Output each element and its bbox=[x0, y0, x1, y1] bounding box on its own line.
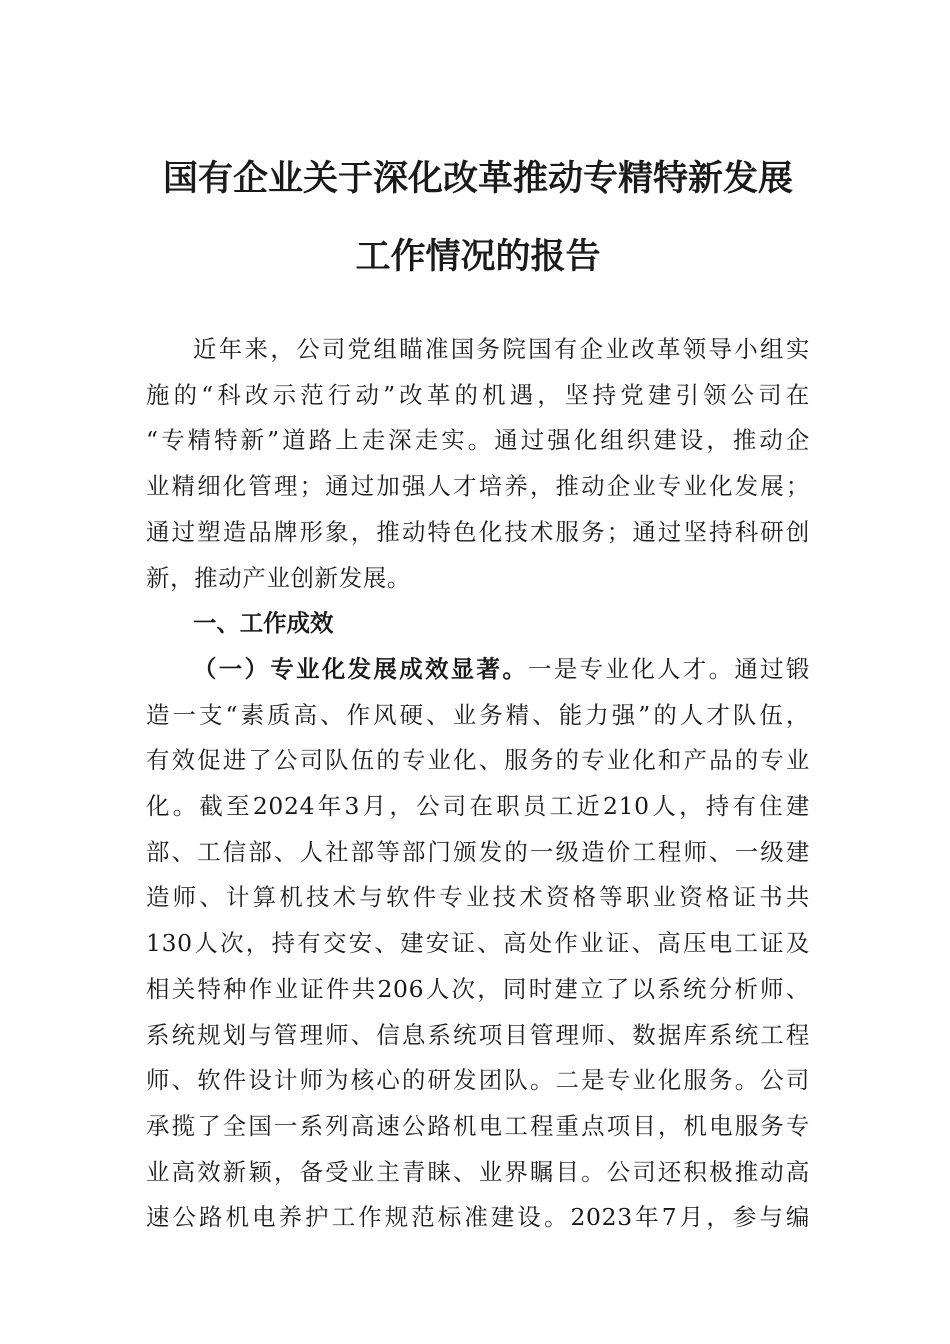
text-line-with-lead bbox=[146, 647, 810, 693]
text-line: 施的“科改示范行动”改革的机遇，坚持党建引领公司在 bbox=[146, 380, 810, 409]
text-line: “专精特新”道路上走深走实。通过强化组织建设，推动企 bbox=[146, 426, 810, 455]
document-title bbox=[146, 140, 810, 296]
text-line: 承揽了全国一系列高速公路机电工程重点项目，机电服务专 bbox=[146, 1111, 810, 1140]
text-line: 新，推动产业创新发展。 bbox=[146, 563, 411, 592]
text-line: 系统规划与管理师、信息系统项目管理师、数据库系统工程 bbox=[146, 1020, 810, 1049]
subsection-paragraph bbox=[146, 647, 810, 1241]
section-heading: 一、工作成效 bbox=[193, 609, 334, 638]
title-line-1: 国有企业关于深化改革推动专精特新发展 bbox=[162, 158, 793, 199]
text-line: 化。截至2024年3月，公司在职员工近210人，持有住建 bbox=[146, 792, 810, 821]
text-line: 师、软件设计师为核心的研发团队。二是专业化服务。公司 bbox=[146, 1066, 810, 1095]
text-line: 部、工信部、人社部等部门颁发的一级造价工程师、一级建 bbox=[146, 837, 810, 866]
text-line: 一是专业化人才。通过锻 bbox=[528, 654, 810, 683]
subsection-lead: （一）专业化发展成效显著。 bbox=[193, 654, 529, 683]
text-line: 造师、计算机技术与软件专业技术资格等职业资格证书共 bbox=[146, 883, 810, 912]
text-line: 130人次，持有交安、建安证、高处作业证、高压电工证及 bbox=[146, 929, 810, 958]
intro-paragraph bbox=[146, 327, 810, 601]
text-line: 速公路机电养护工作规范标准建设。2023年7月，参与编 bbox=[146, 1203, 810, 1232]
text-line: 业精细化管理；通过加强人才培养，推动企业专业化发展； bbox=[146, 472, 810, 501]
text-line: 业高效新颖，备受业主青睐、业界瞩目。公司还积极推动高 bbox=[146, 1157, 810, 1186]
text-line: 相关特种作业证件共206人次，同时建立了以系统分析师、 bbox=[146, 974, 810, 1003]
text-line: 近年来，公司党组瞄准国务院国有企业改革领导小组实 bbox=[193, 335, 810, 363]
title-line-2: 工作情况的报告 bbox=[355, 236, 601, 277]
document-page bbox=[146, 140, 810, 1241]
text-line: 造一支“素质高、作风硬、业务精、能力强”的人才队伍， bbox=[146, 700, 810, 729]
document-body bbox=[146, 327, 810, 1241]
text-line: 有效促进了公司队伍的专业化、服务的专业化和产品的专业 bbox=[146, 746, 810, 775]
text-line: 通过塑造品牌形象，推动特色化技术服务；通过坚持科研创 bbox=[146, 517, 810, 546]
